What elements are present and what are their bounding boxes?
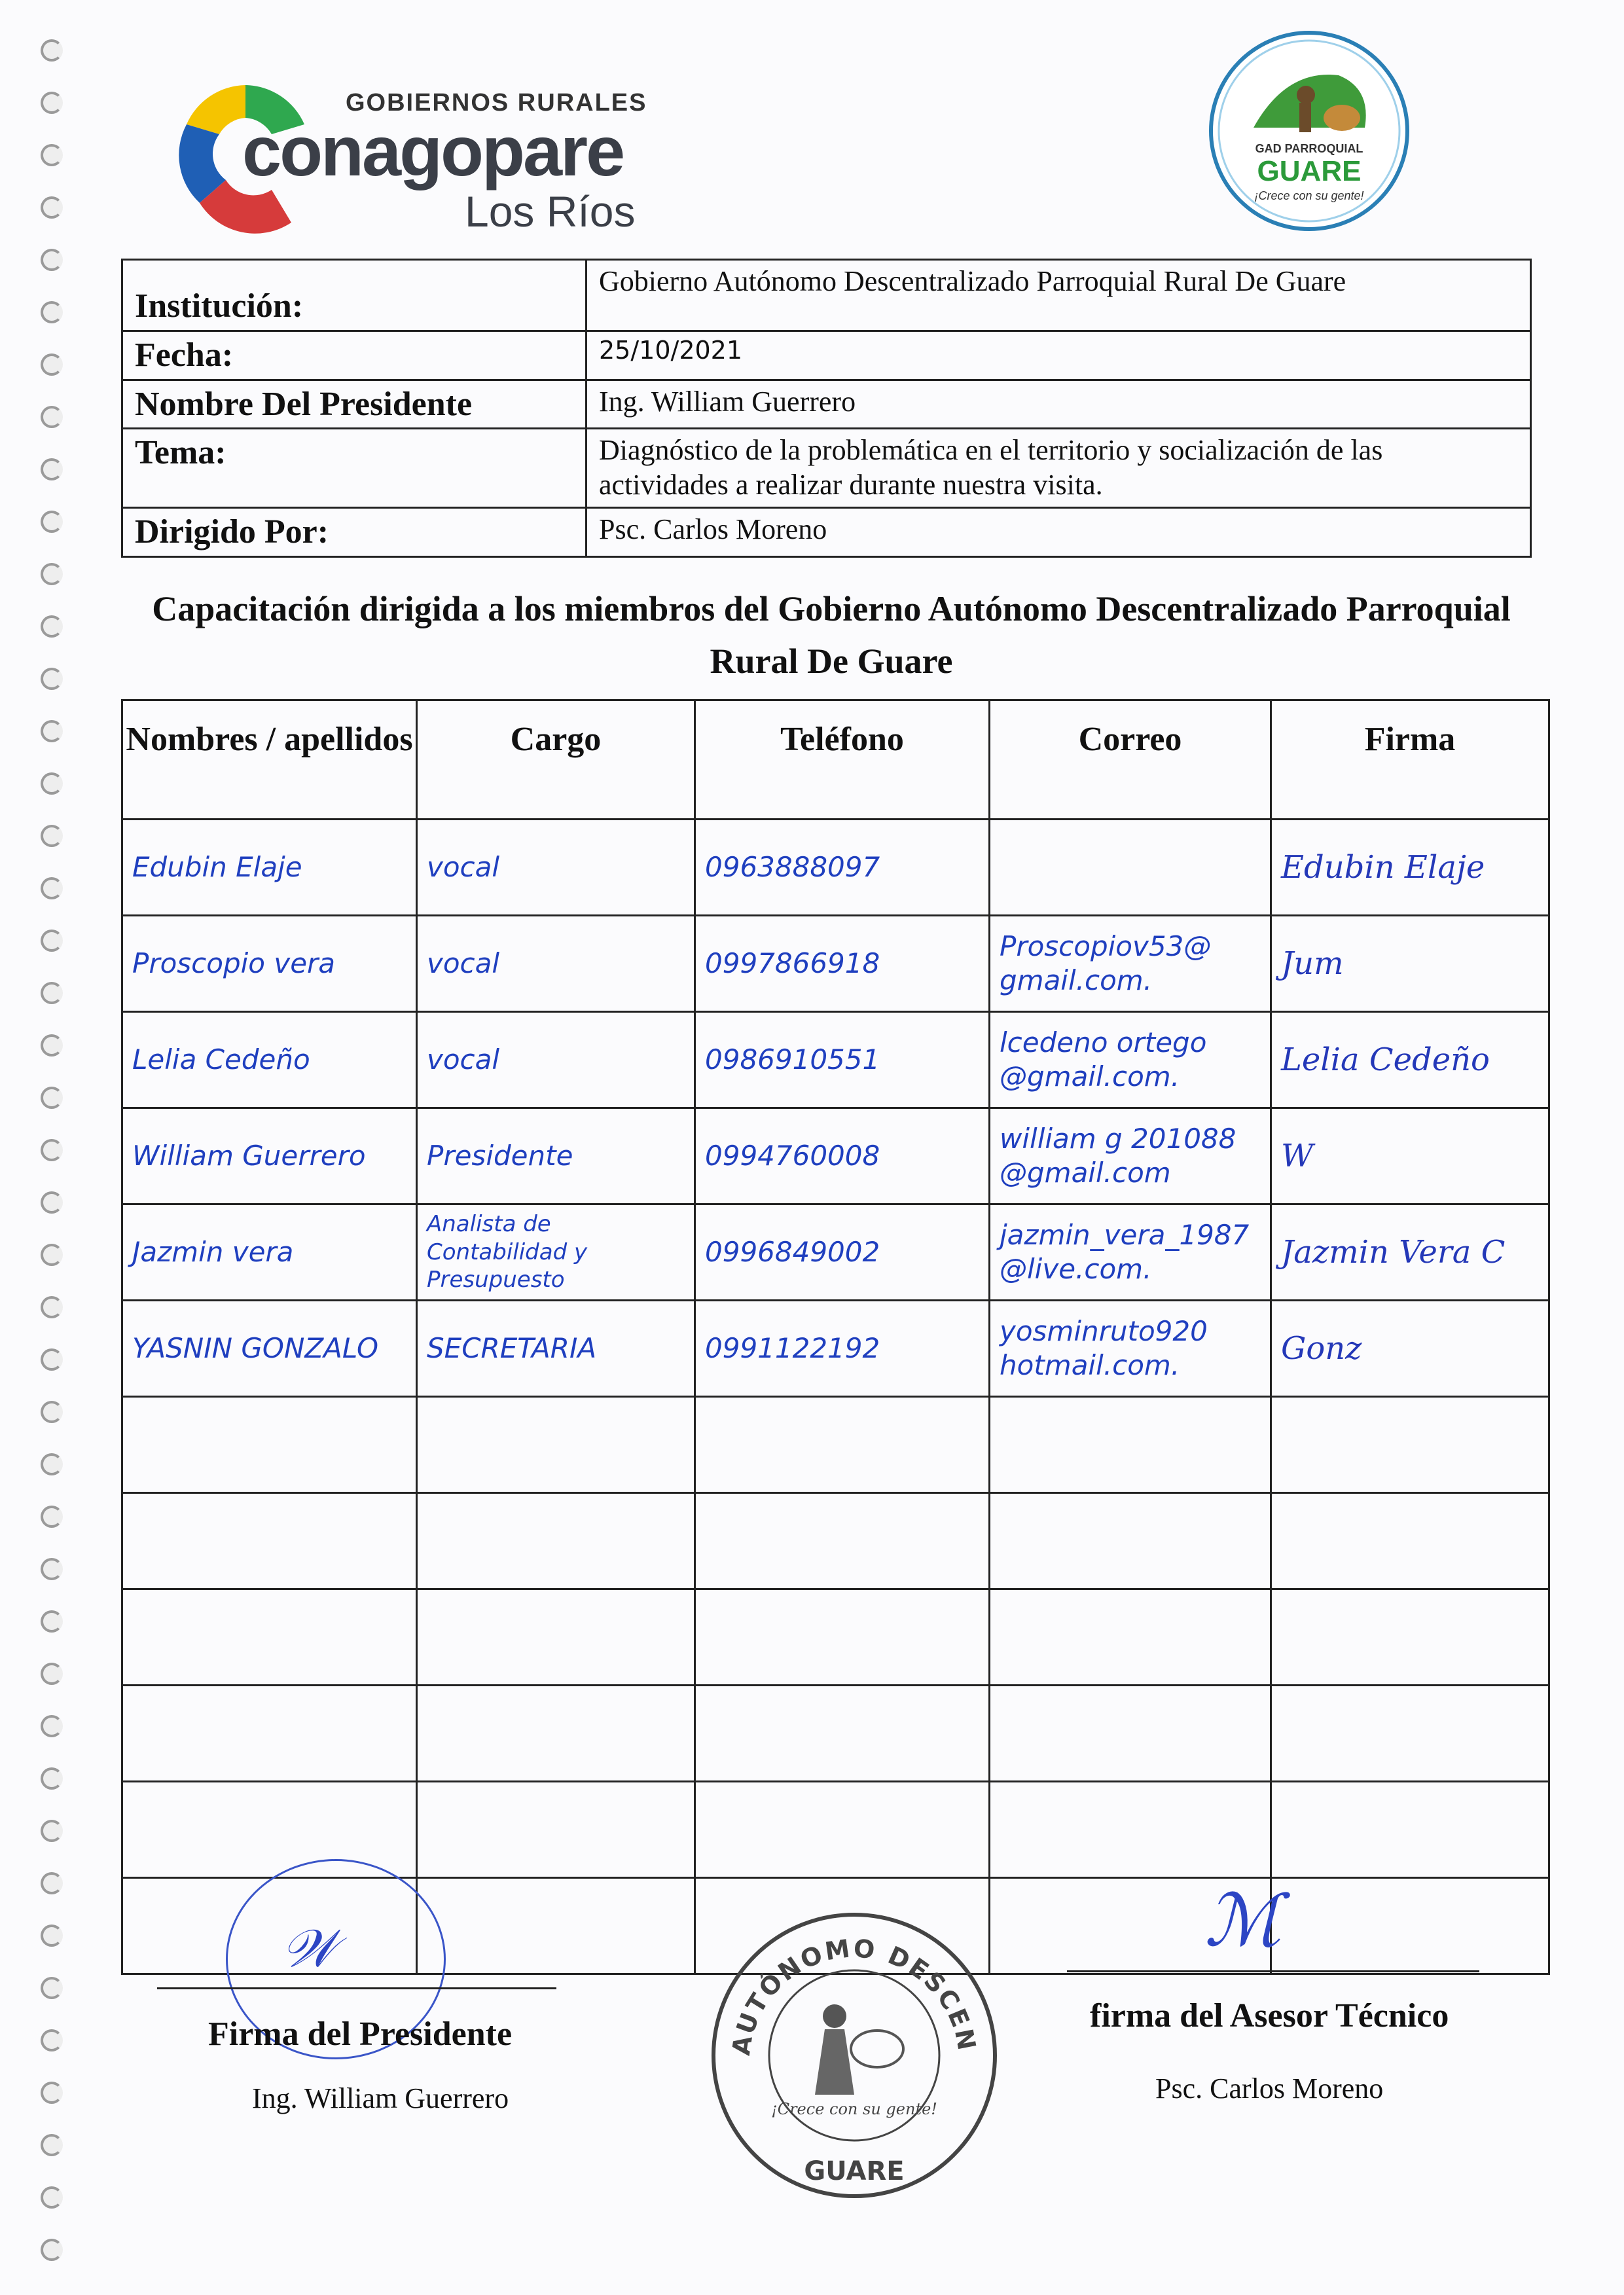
info-row-institucion [122,260,1531,331]
guare-logo [1208,29,1411,232]
guare-logo-line1: GAD PARROQUIAL [1255,142,1363,155]
cell-cargo [417,1589,695,1686]
president-signature-line [157,1987,556,1989]
cell-correo [990,820,1271,916]
seal-bottom-text: GUARE [804,2156,905,2186]
cell-nombre: William Guerrero [122,1108,417,1204]
table-row [122,820,1549,916]
cell-telefono [695,1493,990,1589]
cell-firma [1271,1878,1549,1974]
cell-correo [990,1397,1271,1493]
cell-firma [1271,1782,1549,1878]
cell-correo: william g 201088 @gmail.com [990,1108,1271,1204]
cell-telefono: 0994760008 [695,1108,990,1204]
spiral-binding [41,13,67,2278]
asesor-signature-label: firma del Asesor Técnico [1090,1997,1449,2034]
cell-firma: Edubin Elaje [1271,820,1549,916]
attendance-table [121,699,1550,1975]
cell-telefono [695,1782,990,1878]
cell-cargo: vocal [417,916,695,1012]
cell-cargo [417,1493,695,1589]
institucion-value: Gobierno Autónomo Descentralizado Parroquial Rural De Guare [586,260,1531,331]
cell-nombre: Lelia Cedeño [122,1012,417,1108]
table-row [122,1589,1549,1686]
president-signature-label: Firma del Presidente [208,2015,513,2053]
asesor-name: Psc. Carlos Moreno [1155,2072,1384,2105]
cell-cargo: vocal [417,1012,695,1108]
institucion-label: Institución: [122,260,586,331]
president-signature-scrawl: 𝒲 [281,1918,336,1979]
cell-firma: Jum [1271,916,1549,1012]
cell-nombre: YASNIN GONZALO [122,1301,417,1397]
cell-correo: lcedeno ortego @gmail.com. [990,1012,1271,1108]
table-row [122,1493,1549,1589]
table-row [122,1204,1549,1301]
cell-telefono [695,1686,990,1782]
cell-correo [990,1686,1271,1782]
table-row [122,1686,1549,1782]
cell-correo [990,1589,1271,1686]
cell-nombre [122,1686,417,1782]
cell-telefono [695,1397,990,1493]
asesor-signature-scrawl: ℳ [1204,1879,1282,1962]
cell-firma: Lelia Cedeño [1271,1012,1549,1108]
president-name: Ing. William Guerrero [252,2082,509,2114]
cell-firma [1271,1686,1549,1782]
logo-region: Los Ríos [465,187,636,236]
info-row-dirigido [122,507,1531,556]
cell-correo [990,1493,1271,1589]
cell-telefono: 0991122192 [695,1301,990,1397]
header-firma: Firma [1271,700,1549,820]
cell-nombre: Proscopio vera [122,916,417,1012]
presidente-label: Nombre Del Presidente [122,380,586,429]
cell-telefono [695,1589,990,1686]
cell-correo: jazmin_vera_1987 @live.com. [990,1204,1271,1301]
cell-firma [1271,1493,1549,1589]
seal-emblem-icon [704,1905,1005,2206]
guare-logo-line2: GUARE [1257,155,1362,187]
table-row [122,1012,1549,1108]
tema-value: Diagnóstico de la problemática en el territorio y socialización de las actividades a realizar durante nuestra visita. [586,429,1531,508]
cell-telefono: 0997866918 [695,916,990,1012]
header-correo: Correo [990,700,1271,820]
info-row-fecha [122,331,1531,380]
cell-firma [1271,1397,1549,1493]
table-row [122,1397,1549,1493]
cell-cargo [417,1782,695,1878]
cell-cargo [417,1686,695,1782]
cell-correo: yosminruto920 hotmail.com. [990,1301,1271,1397]
cell-nombre: Jazmin vera [122,1204,417,1301]
info-table [121,259,1532,558]
table-row [122,1301,1549,1397]
table-row [122,916,1549,1012]
cell-firma: Gonz [1271,1301,1549,1397]
cell-cargo [417,1878,695,1974]
cell-cargo: Presidente [417,1108,695,1204]
cell-firma: W [1271,1108,1549,1204]
header-nombres: Nombres / apellidos [122,700,417,820]
cell-cargo: SECRETARIA [417,1301,695,1397]
heading-line-2: Rural De Guare [710,642,953,681]
cell-nombre [122,1493,417,1589]
cell-telefono: 0963888097 [695,820,990,916]
cell-cargo: vocal [417,820,695,916]
header-cargo: Cargo [417,700,695,820]
tema-label: Tema: [122,429,586,508]
cell-cargo: Analista de Contabilidad y Presupuesto [417,1204,695,1301]
conagopare-logo [177,65,674,249]
official-seal [704,1905,1005,2206]
header-telefono: Teléfono [695,700,990,820]
fecha-label: Fecha: [122,331,586,380]
cell-correo: Proscopiov53@ gmail.com. [990,916,1271,1012]
cell-nombre [122,1782,417,1878]
cell-firma: Jazmin Vera C [1271,1204,1549,1301]
fecha-value: 25/10/2021 [586,331,1531,380]
cell-nombre: Edubin Elaje [122,820,417,916]
info-row-presidente [122,380,1531,429]
attendance-header-row [122,700,1549,820]
heading-line-1: Capacitación dirigida a los miembros del Gobierno Autónomo Descentralizado Parroquial [152,589,1511,628]
dirigido-value: Psc. Carlos Moreno [586,507,1531,556]
cell-firma [1271,1589,1549,1686]
presidente-value: Ing. William Guerrero [586,380,1531,429]
seal-ring-text: AUTÓNOMO DESCEN [726,1934,982,2057]
cell-correo [990,1782,1271,1878]
table-row [122,1108,1549,1204]
seal-tagline: ¡Crece con su gente! [771,2100,937,2118]
info-row-tema [122,429,1531,508]
guare-logo-tagline: ¡Crece con su gente! [1254,189,1364,202]
cell-nombre [122,1397,417,1493]
cell-telefono: 0986910551 [695,1012,990,1108]
logo-brand: conagopare [242,111,624,190]
logo-subtitle: GOBIERNOS RURALES [346,89,647,117]
page-heading [131,583,1532,687]
cell-cargo [417,1397,695,1493]
asesor-signature-line [1067,1970,1479,1972]
cell-nombre [122,1589,417,1686]
dirigido-label: Dirigido Por: [122,507,586,556]
cell-telefono: 0996849002 [695,1204,990,1301]
